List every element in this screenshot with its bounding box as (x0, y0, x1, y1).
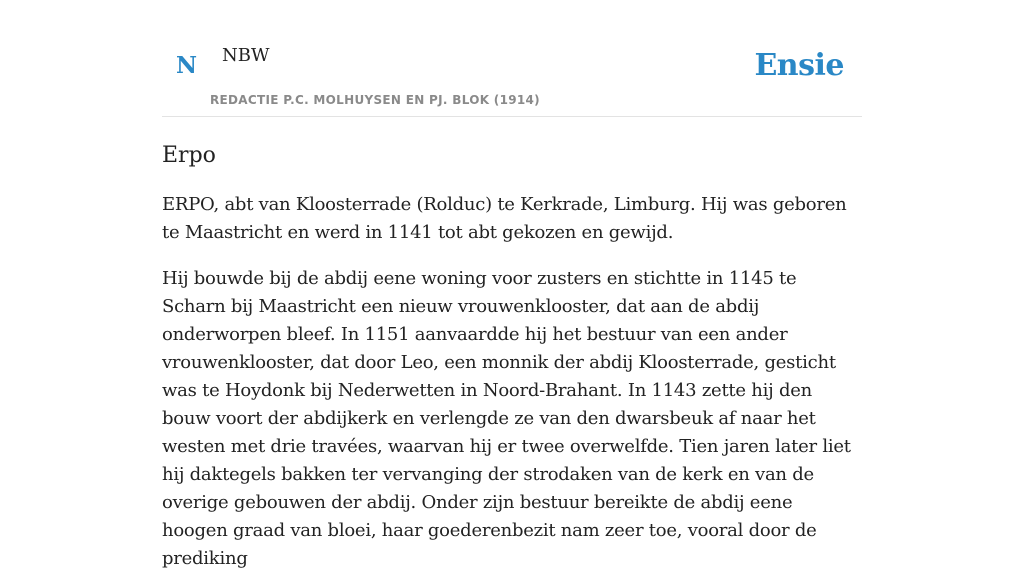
header (162, 0, 862, 117)
article-paragraph-2: Hij bouwde bij de abdij eene woning voor zusters en stichtte in 1145 te Scharn bij Maastricht een nieuw vrouwenklooster, dat aan de abdij onderworpen bleef. In 1151 aanvaardde hij het bestuur van een ander vrouwenklooster, dat door Leo, een monnik der abdij Kloosterrade, gesticht was te Hoydonk bij Nederwetten in Noord-Brahant. In 1143 zette hij den bouw voort der abdijkerk en verlengde ze van den dwarsbeuk af naar het westen met drie travées, waarvan hij er twee overwelfde. Tien jaren later liet hij daktegels bakken ter vervanging der strodaken van de kerk en van de overige gebouwen der abdij. Onder zijn bestuur bereikte de abdij eene hoogen graad van bloei, haar goederenbezit nam zeer toe, vooral door de prediking (162, 268, 851, 569)
byline: REDACTIE P.C. MOLHUYSEN EN PJ. BLOK (1914) (210, 93, 540, 107)
article-title: Erpo (162, 143, 216, 168)
work-title[interactable]: NBW (222, 45, 270, 66)
article-paragraph-1: ERPO, abt van Kloosterrade (Rolduc) te Kerkrade, Limburg. Hij was geboren te Maastricht en werd in 1141 tot abt gekozen en gewijd. (162, 194, 847, 243)
brand-logo[interactable]: Ensie (754, 48, 844, 83)
source-logo[interactable]: N (176, 52, 198, 79)
page (162, 0, 862, 569)
